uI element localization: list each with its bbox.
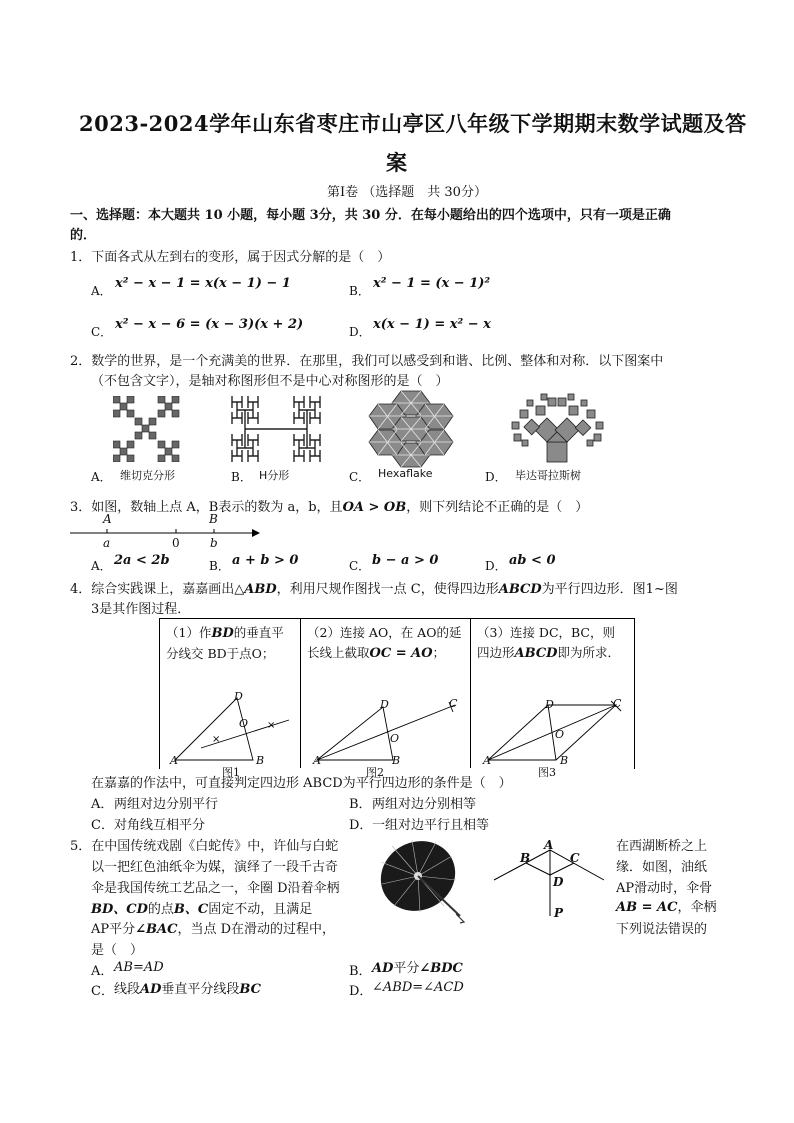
number-line: [70, 526, 260, 540]
svg-text:×: ×: [212, 734, 221, 745]
fig3-point-o: O: [555, 728, 565, 741]
fig3-point-c: C: [613, 697, 622, 710]
q3-origin: 0: [172, 536, 180, 550]
q4-stem-part3: 为平行四边形．图1~图: [541, 582, 678, 597]
q4-step3-math: ABCD: [514, 646, 558, 661]
page-title-line1: 2023-2024学年山东省枣庄市山亭区八年级下学期期末数学试题及答: [79, 111, 747, 136]
q4-option-a-label: A．: [91, 797, 114, 812]
q5-option-d-label: D．: [349, 984, 373, 999]
q3-option-c-label: C．: [349, 559, 371, 573]
q4-option-b-label: B．: [349, 797, 372, 812]
q5-option-b-text: 平分: [393, 961, 420, 976]
q5-line5-right: 下列说法错误的: [616, 922, 708, 937]
umbrella-point-d: D: [553, 875, 564, 889]
fig1-point-d: D: [234, 690, 243, 703]
fig1-caption: 图1: [222, 766, 240, 779]
q4-step1-part2: 的垂直平分线交 BD于点O；: [166, 625, 284, 661]
q2-option-d-label: D．: [485, 470, 507, 484]
q5-line1: 5．在中国传统戏剧《白蛇传》中，许仙与白蛇: [70, 839, 339, 854]
q4-step3-text: [477, 623, 627, 664]
construction-figure-1: [165, 690, 295, 770]
q5-option-c-math1: AD: [140, 982, 162, 997]
q4-step3-part2: 即为所求．: [557, 645, 620, 660]
q2-option-b-caption: H分形: [259, 469, 290, 482]
q5-line5-math: ∠BAC: [135, 922, 178, 937]
q5-option-b: [372, 957, 463, 976]
q1-stem: 1．下面各式从左到右的变形，属于因式分解的是（ ）: [70, 250, 391, 265]
fig1-point-b: B: [256, 754, 265, 767]
page-title-line2: 案: [386, 150, 408, 175]
q4-question: 在嘉嘉的作法中，可直接判定四边形 ABCD为平行四边形的条件是（ ）: [91, 776, 512, 791]
q3-value-a: a: [103, 536, 111, 550]
q2-option-c-label: C．: [349, 470, 371, 484]
table-divider-2: [470, 618, 471, 768]
q1-option-b-label: B．: [349, 284, 370, 298]
q4-step2-part1: （2）连接 AO，在 AO的延长线上截取: [307, 625, 462, 660]
q4-step2-math: OC = AO: [369, 646, 433, 661]
fig1-point-a: A: [170, 754, 178, 767]
fig2-caption: 图2: [366, 766, 384, 779]
q5-line1-right: 在西湖断桥之上: [616, 839, 708, 854]
q5-line6: 是（ ）: [91, 943, 144, 958]
table-divider-1: [300, 618, 301, 768]
q5-option-c-text1: 线段: [114, 982, 141, 997]
fig2-point-d: D: [380, 698, 389, 711]
q5-option-c-math2: BC: [239, 982, 261, 997]
q5-line5-part2: ，当点 D在滑动的过程中，: [177, 922, 336, 937]
q5-option-c-label: C．: [91, 984, 114, 999]
q3-option-a-label: A．: [91, 559, 112, 573]
q5-line3-right: AP滑动时，伞骨: [616, 881, 713, 896]
q3-option-c: b − a > 0: [372, 553, 439, 568]
h-fractal-figure: [230, 394, 326, 466]
q5-option-b-math1: AD: [372, 961, 394, 976]
q3-option-b-label: B．: [209, 559, 230, 573]
q1-option-a-label: A．: [91, 284, 112, 298]
fig2-point-c: C: [449, 697, 458, 710]
pythagoras-tree-figure: [508, 392, 608, 466]
umbrella-point-b: B: [520, 851, 531, 865]
q4-option-c: 对角线互相平分: [114, 818, 206, 833]
q5-line2: 以一把红色油纸伞为媒，演绎了一段千古奇: [91, 860, 339, 875]
hexaflake-figure: [368, 390, 454, 468]
umbrella-point-c: C: [570, 851, 580, 865]
q4-stem-math1: △ABD: [234, 582, 277, 597]
q4-option-a: 两组对边分别平行: [114, 797, 219, 812]
q1-option-a: x² − x − 1 = x(x − 1) − 1: [115, 276, 291, 291]
q1-option-d-label: D．: [349, 325, 371, 339]
q4-option-d-label: D．: [349, 818, 373, 833]
fig1-point-o: O: [239, 717, 249, 730]
q4-option-d: 一组对边平行且相等: [372, 818, 490, 833]
fig3-point-a: A: [483, 754, 491, 767]
q3-stem-math: OA > OB: [342, 500, 407, 515]
q5-line4-math1: BD、CD: [91, 902, 148, 917]
q4-option-c-label: C．: [91, 818, 114, 833]
q5-line4: [91, 898, 312, 917]
q2-option-a-caption: 维切克分形: [120, 469, 175, 482]
umbrella-point-p: P: [554, 906, 564, 920]
q1-option-c: x² − x − 6 = (x − 3)(x + 2): [115, 317, 304, 332]
q2-option-b-label: B．: [231, 470, 252, 484]
q3-stem-part1: 3．如图，数轴上点 A，B表示的数为 a，b，且: [70, 500, 343, 515]
q3-option-d-label: D．: [485, 559, 507, 573]
q4-stem-math2: ABCD: [498, 582, 542, 597]
q5-line5: [91, 918, 335, 937]
fig3-point-b: B: [560, 754, 569, 767]
q5-option-c: [114, 978, 261, 997]
q2-option-d-caption: 毕达哥拉斯树: [515, 469, 581, 482]
q5-option-d: ∠ABD=∠ACD: [372, 980, 464, 995]
q4-stem-line1: [70, 578, 678, 597]
fig2-point-a: A: [313, 754, 321, 767]
section-heading: 第Ⅰ卷 （选择题 共 30分）: [327, 185, 487, 200]
q5-line3: 伞是我国传统工艺品之一，伞圈 D沿着伞柄: [91, 881, 340, 896]
q3-option-d: ab < 0: [509, 553, 556, 568]
q4-step1-math: BD: [211, 626, 234, 641]
q4-stem-part1: 4．综合实践课上，嘉嘉画出: [70, 582, 235, 597]
q4-step2-part2: ；: [432, 645, 446, 660]
q4-step1-text: [166, 623, 294, 664]
q5-option-a-label: A．: [91, 964, 114, 979]
q5-option-a: AB=AD: [114, 960, 164, 975]
q5-line4-right-text: ，伞柄: [677, 900, 717, 915]
q3-option-a: 2a < 2b: [114, 553, 170, 568]
q1-option-b: x² − 1 = (x − 1)²: [373, 276, 491, 291]
fig2-point-o: O: [390, 732, 400, 745]
q4-stem-part2: ，利用尺规作图找一点 C，使得四边形: [276, 582, 499, 597]
q3-stem: [70, 496, 588, 515]
q3-stem-part2: ，则下列结论不正确的是（ ）: [406, 500, 589, 515]
q3-option-b: a + b > 0: [232, 553, 299, 568]
instructions-line2: 的．: [70, 228, 97, 243]
q1-option-c-label: C．: [91, 325, 113, 339]
q2-option-c-caption: Hexaflake: [378, 467, 433, 480]
fig2-point-b: B: [392, 754, 401, 767]
q5-line2-right: 缘．如图，油纸: [616, 860, 708, 875]
q4-option-b: 两组对边分别相等: [372, 797, 477, 812]
q5-line5-part1: AP平分: [91, 922, 136, 937]
q2-option-a-label: A．: [91, 470, 112, 484]
q4-step1-part1: （1）作: [166, 625, 212, 640]
umbrella-geometry-diagram: [490, 842, 608, 922]
q4-step2-text: [307, 623, 465, 664]
instructions-line1: 一、选择题：本大题共 10 小题，每小题 3分，共 30 分．在每小题给出的四个选项中，只有一项是正确: [70, 208, 671, 223]
q5-line4-part1: 的点: [147, 902, 174, 917]
umbrella-point-a: A: [544, 838, 554, 852]
q5-line4-right-math: AB = AC: [616, 900, 678, 915]
q4-stem-line2: 3是其作图过程．: [91, 602, 191, 617]
q2-stem-line1: 2．数学的世界，是一个充满美的世界．在那里，我们可以感受到和谐、比例、整体和对称．以下图案中: [70, 354, 664, 369]
svg-text:×: ×: [267, 720, 276, 731]
oil-paper-umbrella-image: [372, 832, 472, 924]
q5-option-b-math2: ∠BDC: [419, 961, 463, 976]
q3-value-b: b: [210, 536, 218, 550]
q5-option-b-label: B．: [349, 964, 372, 979]
q5-line4-math2: B、C: [173, 902, 209, 917]
q5-line4-right: [616, 896, 716, 915]
q3-point-b-label: B: [209, 512, 218, 526]
q4-step3-part1: （3）连接 DC，BC，则四边形: [477, 625, 615, 660]
q1-option-d: x(x − 1) = x² − x: [373, 317, 491, 332]
q3-point-a-label: A: [103, 512, 112, 526]
fig3-caption: 图3: [538, 766, 556, 779]
q5-line4-part2: 固定不动，且满足: [208, 902, 313, 917]
fig3-point-d: D: [545, 698, 554, 711]
q5-option-c-text2: 垂直平分线段: [161, 982, 240, 997]
vicsek-fractal-figure: [113, 396, 183, 462]
q2-stem-line2: （不包含文字），是轴对称图形但不是中心对称图形的是（ ）: [91, 374, 449, 389]
